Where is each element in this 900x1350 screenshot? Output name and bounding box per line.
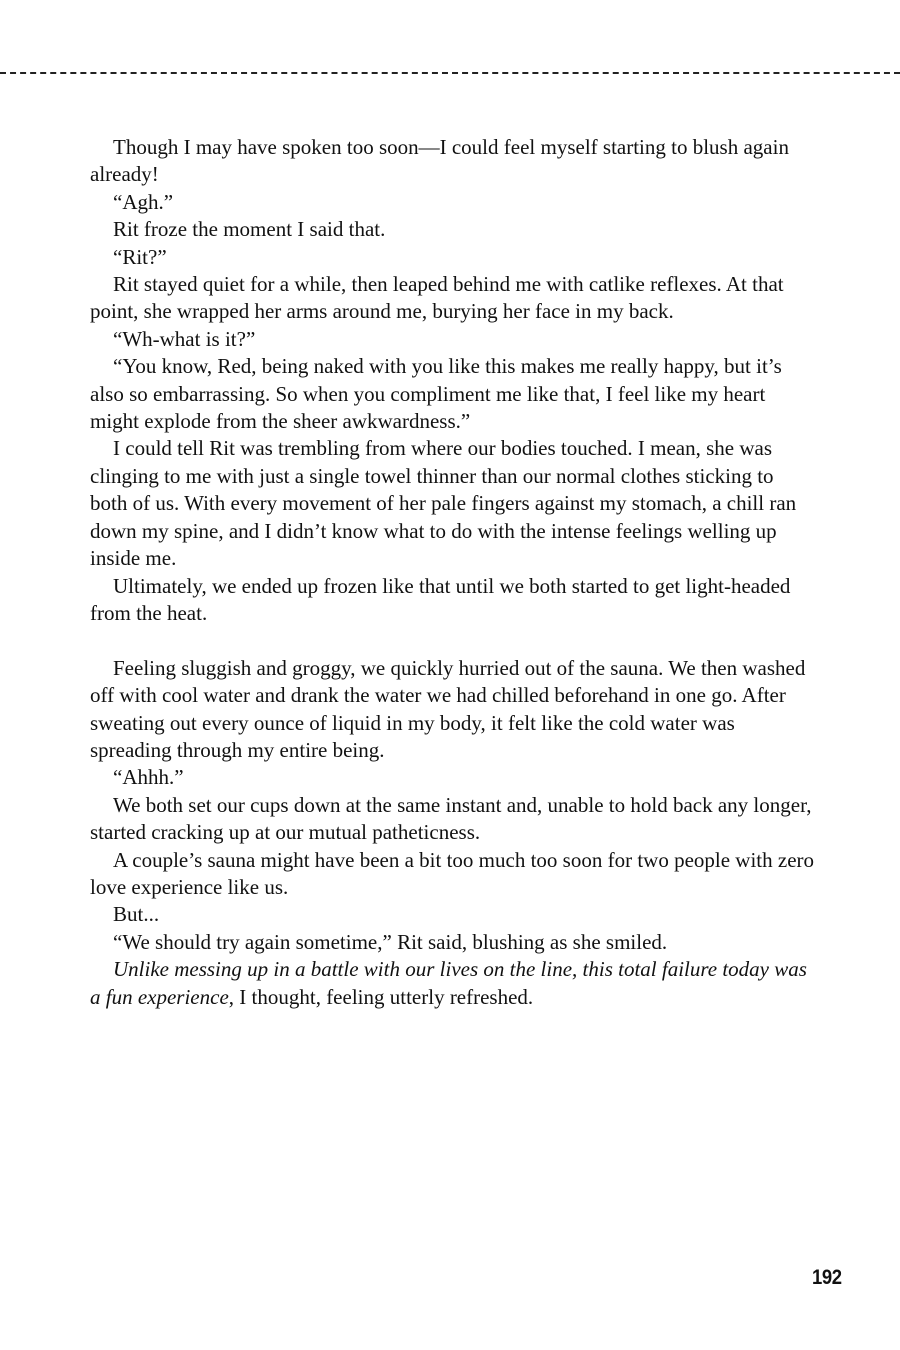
final-paragraph xyxy=(90,956,816,1011)
page-number: 192 xyxy=(812,1266,842,1289)
section-divider-dashed-line xyxy=(0,72,900,74)
italic-thought: Unlike messing up in a battle with our lives on the line, this total failure today was a fun experience xyxy=(90,957,807,1009)
paragraph: “You know, Red, being naked with you like this makes me really happy, but it’s also so embarrassing. So when you compliment me like that, I feel like my heart might explode from the sheer awkwardness.” xyxy=(90,354,782,434)
paragraph: “Ahhh.” xyxy=(113,765,184,790)
paragraph: Rit froze the moment I said that. xyxy=(113,217,386,242)
paragraph: We both set our cups down at the same instant and, unable to hold back any longer, started cracking up at our mutual patheticness. xyxy=(90,792,812,845)
paragraph: Rit stayed quiet for a while, then leaped behind me with catlike reflexes. At that point, she wrapped her arms around me, burying her face in my back. xyxy=(90,272,784,324)
paragraph: I could tell Rit was trembling from where our bodies touched. I mean, she was clinging to me with just a single towel thinner than our normal clothes sticking to both of us. With every movement of her pale fingers against my stomach, a chill ran down my spine, and I didn’t know what to do with the intense feelings welling up inside me. xyxy=(90,436,797,571)
paragraph: “Agh.” xyxy=(113,189,174,214)
paragraph: “Rit?” xyxy=(113,244,167,269)
paragraph: Feeling sluggish and groggy, we quickly hurried out of the sauna. We then washed off with cool water and drank the water we had chilled beforehand in one go. After sweating out every ounce of liquid in my body, it felt like the cold water was spreading through my entire being. xyxy=(90,655,806,762)
page-text-body xyxy=(90,134,816,1011)
paragraph: “We should try again sometime,” Rit said, blushing as she smiled. xyxy=(113,929,668,954)
paragraph: But... xyxy=(113,902,160,927)
paragraph: “Wh-what is it?” xyxy=(113,326,256,351)
paragraph: Ultimately, we ended up frozen like that until we both started to get light-headed from the heat. xyxy=(90,573,791,625)
final-paragraph-tail: , I thought, feeling utterly refreshed. xyxy=(228,984,534,1009)
paragraph: Though I may have spoken too soon—I could feel myself starting to blush again already! xyxy=(90,135,789,187)
scene-break xyxy=(90,627,816,654)
paragraph: A couple’s sauna might have been a bit too much too soon for two people with zero love experience like us. xyxy=(90,847,815,899)
